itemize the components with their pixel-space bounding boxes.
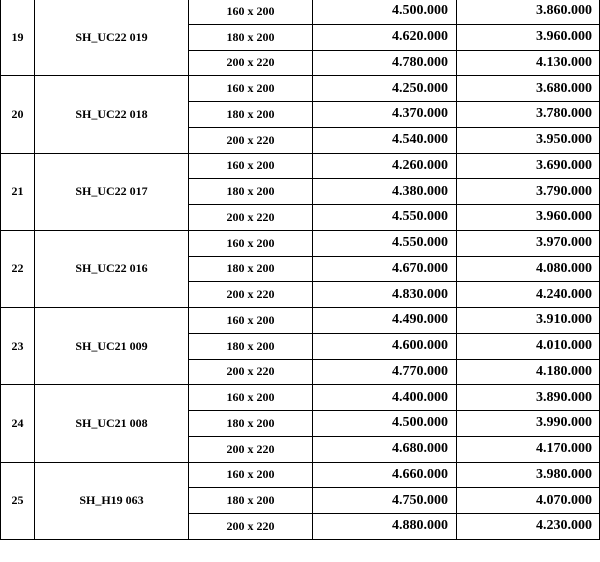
table-row xyxy=(1,385,600,411)
size-cell: 160 x 200 xyxy=(189,230,313,256)
price-a-cell: 4.880.000 xyxy=(313,514,457,540)
price-b-cell: 3.780.000 xyxy=(457,102,600,128)
price-b-cell: 4.070.000 xyxy=(457,488,600,514)
price-a-cell: 4.670.000 xyxy=(313,256,457,282)
price-a-cell: 4.750.000 xyxy=(313,488,457,514)
price-a-cell: 4.550.000 xyxy=(313,205,457,231)
row-number-cell: 22 xyxy=(1,230,35,307)
size-cell: 180 x 200 xyxy=(189,488,313,514)
size-cell: 180 x 200 xyxy=(189,102,313,128)
product-code-cell: SH_UC22 016 xyxy=(35,230,189,307)
size-cell: 200 x 220 xyxy=(189,436,313,462)
price-a-cell: 4.830.000 xyxy=(313,282,457,308)
row-number-cell: 19 xyxy=(1,0,35,76)
table-row xyxy=(1,0,600,24)
row-number-cell: 25 xyxy=(1,462,35,539)
price-b-cell: 4.180.000 xyxy=(457,359,600,385)
price-b-cell: 3.950.000 xyxy=(457,127,600,153)
price-b-cell: 4.010.000 xyxy=(457,333,600,359)
price-a-cell: 4.400.000 xyxy=(313,385,457,411)
row-number-cell: 21 xyxy=(1,153,35,230)
product-code-cell: SH_UC22 019 xyxy=(35,0,189,76)
price-b-cell: 3.960.000 xyxy=(457,205,600,231)
price-b-cell: 4.080.000 xyxy=(457,256,600,282)
size-cell: 160 x 200 xyxy=(189,0,313,24)
table-row xyxy=(1,76,600,102)
price-b-cell: 3.990.000 xyxy=(457,411,600,437)
size-cell: 200 x 220 xyxy=(189,514,313,540)
price-b-cell: 3.860.000 xyxy=(457,0,600,24)
price-a-cell: 4.380.000 xyxy=(313,179,457,205)
product-code-cell: SH_UC21 009 xyxy=(35,308,189,385)
price-b-cell: 3.790.000 xyxy=(457,179,600,205)
price-b-cell: 3.910.000 xyxy=(457,308,600,334)
price-b-cell: 4.130.000 xyxy=(457,50,600,76)
size-cell: 180 x 200 xyxy=(189,333,313,359)
price-b-cell: 3.890.000 xyxy=(457,385,600,411)
size-cell: 180 x 200 xyxy=(189,24,313,50)
price-a-cell: 4.260.000 xyxy=(313,153,457,179)
size-cell: 200 x 220 xyxy=(189,205,313,231)
size-cell: 160 x 200 xyxy=(189,462,313,488)
size-cell: 180 x 200 xyxy=(189,179,313,205)
row-number-cell: 20 xyxy=(1,76,35,153)
price-b-cell: 4.240.000 xyxy=(457,282,600,308)
size-cell: 200 x 220 xyxy=(189,359,313,385)
size-cell: 200 x 220 xyxy=(189,50,313,76)
price-b-cell: 3.680.000 xyxy=(457,76,600,102)
size-cell: 200 x 220 xyxy=(189,282,313,308)
size-cell: 160 x 200 xyxy=(189,76,313,102)
price-a-cell: 4.620.000 xyxy=(313,24,457,50)
price-a-cell: 4.540.000 xyxy=(313,127,457,153)
product-code-cell: SH_UC22 017 xyxy=(35,153,189,230)
price-a-cell: 4.370.000 xyxy=(313,102,457,128)
price-a-cell: 4.490.000 xyxy=(313,308,457,334)
price-a-cell: 4.550.000 xyxy=(313,230,457,256)
product-code-cell: SH_UC22 018 xyxy=(35,76,189,153)
price-b-cell: 4.230.000 xyxy=(457,514,600,540)
price-a-cell: 4.780.000 xyxy=(313,50,457,76)
price-a-cell: 4.500.000 xyxy=(313,411,457,437)
row-number-cell: 24 xyxy=(1,385,35,462)
table-row xyxy=(1,230,600,256)
size-cell: 180 x 200 xyxy=(189,256,313,282)
size-cell: 160 x 200 xyxy=(189,308,313,334)
row-number-cell: 23 xyxy=(1,308,35,385)
price-a-cell: 4.600.000 xyxy=(313,333,457,359)
price-a-cell: 4.680.000 xyxy=(313,436,457,462)
table-row xyxy=(1,462,600,488)
table-row xyxy=(1,153,600,179)
price-a-cell: 4.660.000 xyxy=(313,462,457,488)
price-a-cell: 4.250.000 xyxy=(313,76,457,102)
size-cell: 160 x 200 xyxy=(189,153,313,179)
size-cell: 200 x 220 xyxy=(189,127,313,153)
price-b-cell: 3.980.000 xyxy=(457,462,600,488)
price-b-cell: 3.970.000 xyxy=(457,230,600,256)
price-b-cell: 3.690.000 xyxy=(457,153,600,179)
price-a-cell: 4.500.000 xyxy=(313,0,457,24)
price-b-cell: 4.170.000 xyxy=(457,436,600,462)
price-b-cell: 3.960.000 xyxy=(457,24,600,50)
size-cell: 160 x 200 xyxy=(189,385,313,411)
size-cell: 180 x 200 xyxy=(189,411,313,437)
table-row xyxy=(1,308,600,334)
price-a-cell: 4.770.000 xyxy=(313,359,457,385)
price-table-body xyxy=(1,0,600,539)
product-code-cell: SH_UC21 008 xyxy=(35,385,189,462)
product-code-cell: SH_H19 063 xyxy=(35,462,189,539)
